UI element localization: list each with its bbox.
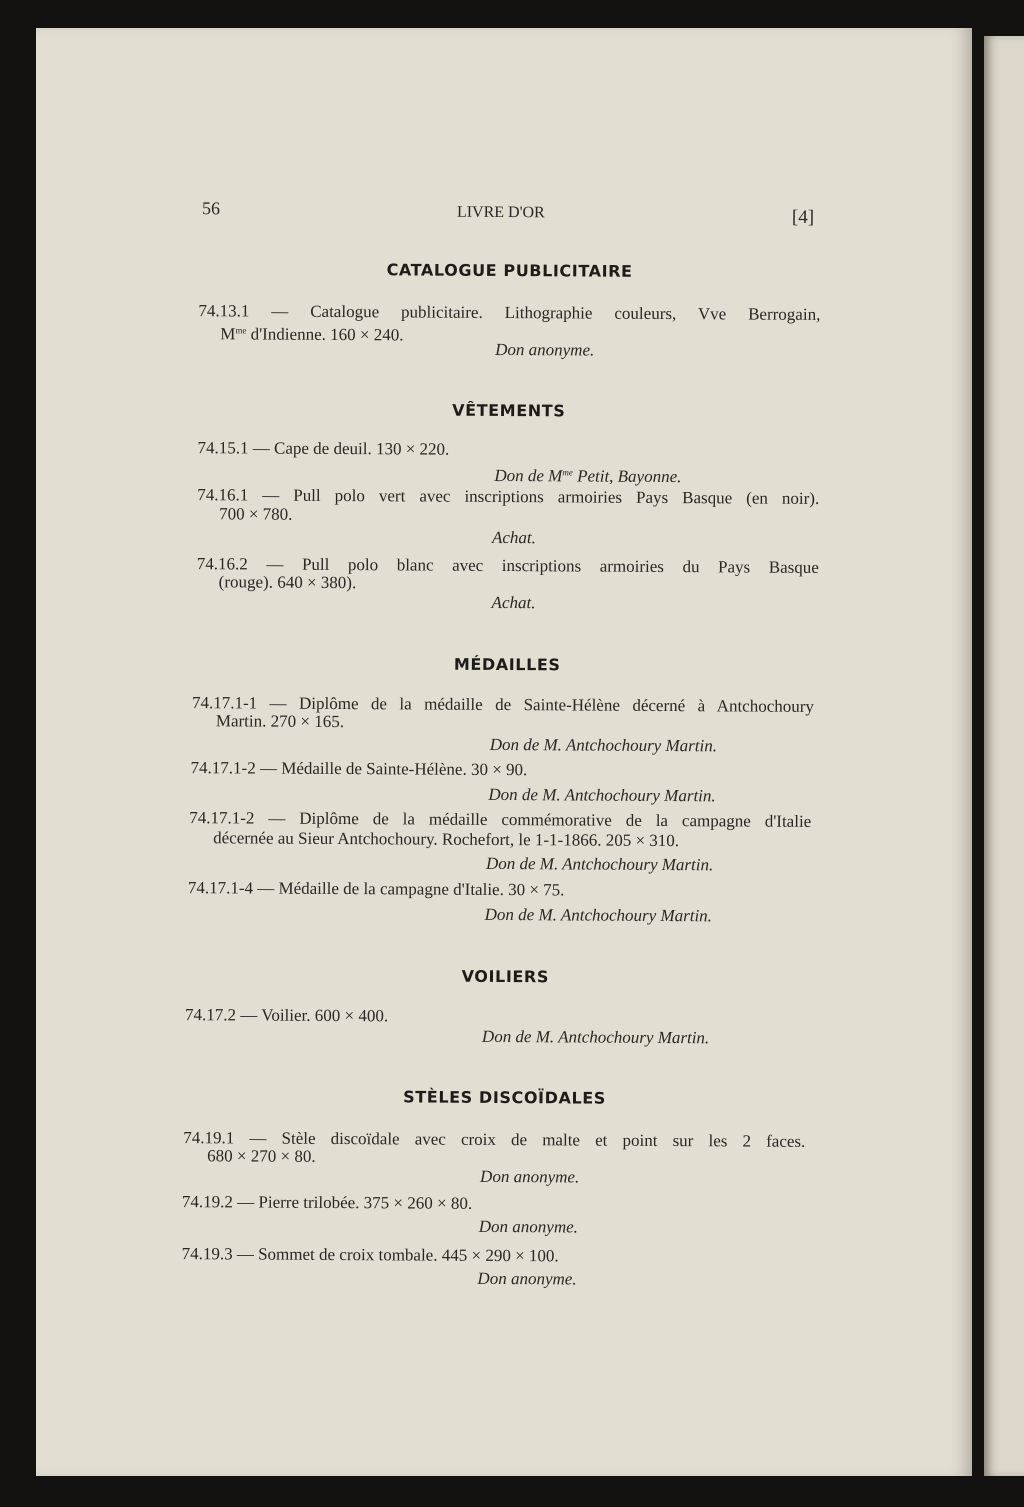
donor-prefix: Don de M [494,465,563,486]
section-heading: STÈLES DISCOÏDALES [403,1087,607,1108]
entry-text-cont: Martin. 270 × 165. [215,711,345,732]
section-heading: MÉDAILLES [453,654,561,675]
entry-text: 74.17.1-4 — Médaille de la campagne d'Italie. 30 × 75. [187,878,565,900]
entry-donor: Don anonyme. [480,1166,580,1187]
entry-text-cont: d'Indienne. 160 × 240. [246,324,404,345]
entry-text: 74.13.1 — Catalogue publicitaire. Lithographie couleurs, Vve Berrogain, [198,301,821,324]
entry-text: 74.17.1-1 — Diplôme de la médaille de Sainte-Hélène décerné à Antchochoury [191,693,815,716]
entry-text-cont: décernée au Sieur Antchochoury. Rochefort, le 1-1-1866. 205 × 310. [213,828,680,851]
entry-donor: Don de M. Antchochoury Martin. [489,734,718,756]
entry-text-cont: 680 × 270 × 80. [207,1146,316,1166]
entry-donor: Don de M. Antchochoury Martin. [481,1026,710,1048]
entry-donor [494,462,681,487]
abbr: M [220,324,236,344]
entry-text: 74.19.1 — Stèle discoïdale avec croix de malte et point sur les 2 faces. [183,1128,806,1151]
entry-donor: Don de M. Antchochoury Martin. [484,904,713,926]
donor-name: Petit, Bayonne. [572,466,682,487]
entry-donor: Don anonyme. [495,339,595,360]
entry-text-cont: 700 × 780. [219,504,293,524]
entry-donor: Don de M. Antchochoury Martin. [488,784,716,806]
entry-text: 74.19.3 — Sommet de croix tombale. 445 × 290 × 100. [181,1244,559,1266]
page-number: 56 [201,198,221,219]
entry-text-cont: (rouge). 640 × 380). [218,572,357,593]
entry-text: 74.16.2 — Pull polo blanc avec inscriptions armoiries du Pays Basque [196,554,819,577]
running-title: LIVRE D'OR [456,203,545,222]
section-number: [4] [791,206,815,228]
entry-donor: Achat. [491,527,536,548]
entry-text [220,320,403,345]
abbr-sup: me [235,325,247,336]
entry-text: 74.19.2 — Pierre trilobée. 375 × 260 × 80. [181,1192,473,1213]
entry-text: 74.16.1 — Pull polo vert avec inscriptions armoiries Pays Basque (en noir). [197,485,820,508]
entry-text: 74.17.2 — Voilier. 600 × 400. [185,1005,389,1026]
entry-donor: Don anonyme. [478,1216,578,1237]
entry-donor: Don de M. Antchochoury Martin. [485,853,714,875]
entry-donor: Don anonyme. [477,1268,577,1289]
section-heading: VOILIERS [461,966,550,987]
entry-donor: Achat. [491,592,536,613]
section-heading: VÊTEMENTS [452,400,566,421]
entry-text: 74.17.1-2 — Médaille de Sainte-Hélène. 30 × 90. [190,758,528,780]
abbr-sup: me [562,467,573,478]
entry-text: 74.15.1 — Cape de deuil. 130 × 220. [197,438,450,459]
section-heading: CATALOGUE PUBLICITAIRE [386,260,633,281]
entry-text: 74.17.1-2 — Diplôme de la médaille commémorative de la campagne d'Italie [189,808,812,831]
